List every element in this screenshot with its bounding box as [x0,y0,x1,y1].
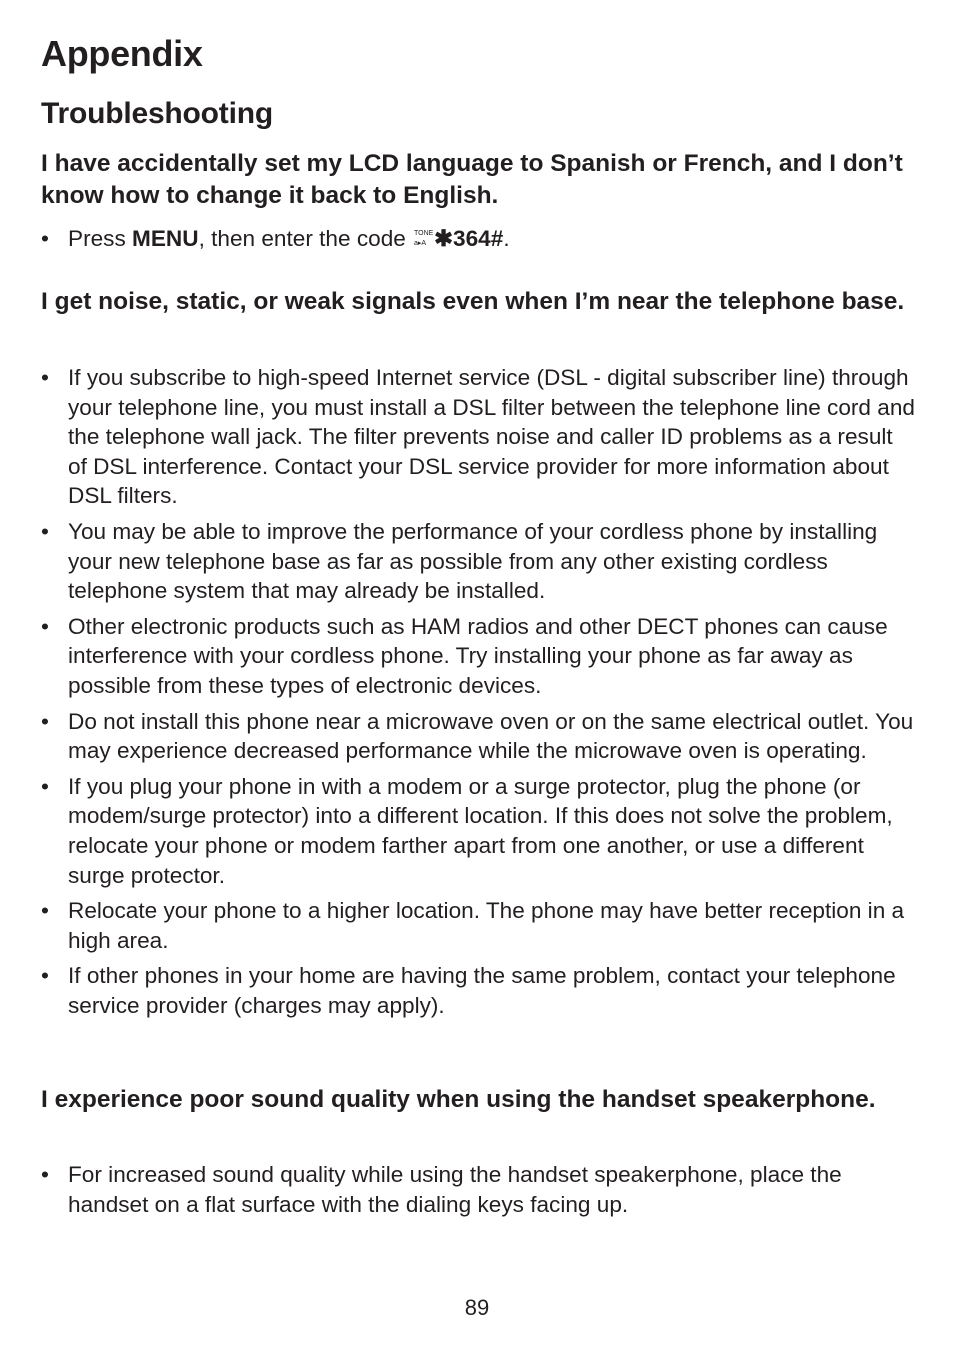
question-1-title: I have accidentally set my LCD language to Spanish or French, and I don’t know how to change it back to English. [41,150,903,209]
menu-key-label: MENU [132,226,199,251]
list-item: • Press MENU, then enter the code TONE a▸A ✱364#. [41,224,916,254]
question-3-list [41,1160,916,1225]
list-item: • You may be able to improve the performance of your cordless phone by installing your new telephone base as far as possible from any other existing cordless telephone system that may already be installed. [41,517,916,606]
question-2-title: I get noise, static, or weak signals even when I’m near the telephone base. [41,288,905,315]
code-digits: 364# [453,226,504,251]
list-item: • Relocate your phone to a higher location. The phone may have better reception in a high area. [41,896,916,955]
svg-text:TONE: TONE [414,230,434,237]
question-2-list [41,363,916,1026]
star-key-icon: ✱ [434,226,454,251]
question-3-title: I experience poor sound quality when using the handset speakerphone. [41,1086,876,1113]
page-number: 89 [464,1295,490,1320]
list-item: • Do not install this phone near a microwave oven or on the same electrical outlet. You may experience decreased performance while the microwave oven is operating. [41,707,916,766]
list-item: • If you subscribe to high-speed Internet service (DSL - digital subscriber line) through your telephone line, you must install a DSL filter between the telephone line cord and the telephone wall jack. The filter prevents noise and caller ID problems as a result of DSL interference. Contact your DSL service provider for more information about DSL filters. [41,363,916,511]
list-item: • Other electronic products such as HAM radios and other DECT phones can cause interference with your cordless phone. Try installing your phone as far away as possible from these types of electronic devices. [41,612,916,701]
question-1-list [41,224,916,260]
list-item: • For increased sound quality while using the handset speakerphone, place the handset on a flat surface with the dialing keys facing up. [41,1160,916,1219]
section-title: Troubleshooting [41,97,273,130]
tone-star-key-icon [414,226,434,248]
list-item: • If you plug your phone in with a modem or a surge protector, plug the phone (or modem/surge protector) into a different location. If this does not solve the problem, relocate your phone or modem farther apart from one another, or use a different surge protector. [41,772,916,890]
svg-text:a▸A: a▸A [414,240,427,247]
page-heading: Appendix [41,33,203,74]
list-item: • If other phones in your home are having the same problem, contact your telephone service provider (charges may apply). [41,961,916,1020]
